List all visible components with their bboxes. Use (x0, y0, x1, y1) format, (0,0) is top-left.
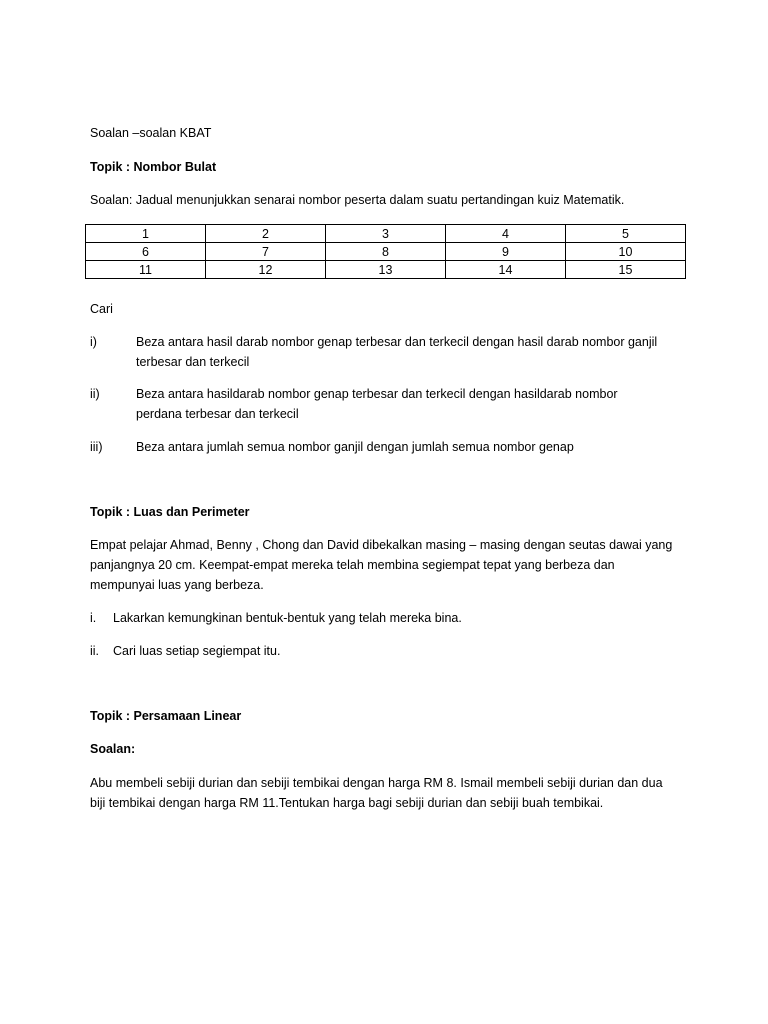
table-cell: 3 (326, 225, 446, 243)
item-text (136, 332, 696, 372)
question-intro: Soalan: Jadual menunjukkan senarai nombor peserta dalam suatu pertandingan kuiz Matematik. (90, 193, 625, 207)
item-number: iii) (90, 440, 103, 454)
item-text-line: Beza antara hasil darab nombor genap terbesar dan terkecil dengan hasil darab nombor ganjil (136, 335, 658, 349)
paragraph-luas (90, 535, 690, 595)
paragraph-line: mempunyai luas yang berbeza. (90, 578, 264, 592)
table-cell: 13 (326, 261, 446, 279)
paragraph-line: Empat pelajar Ahmad, Benny , Chong dan David dibekalkan masing – masing dengan seutas dawai yang (90, 538, 673, 552)
paragraph-line: Abu membeli sebiji durian dan sebiji tembikai dengan harga RM 8. Ismail membeli sebiji durian dan dua (90, 776, 663, 790)
table-cell: 7 (206, 243, 326, 261)
topic-luas-perimeter: Topik : Luas dan Perimeter (90, 505, 250, 519)
item-text-line: Beza antara jumlah semua nombor ganjil dengan jumlah semua nombor genap (136, 440, 574, 454)
table-row (86, 243, 686, 261)
item-text-line: perdana terbesar dan terkecil (136, 407, 299, 421)
item-text: Cari luas setiap segiempat itu. (113, 644, 281, 658)
table-cell: 15 (566, 261, 686, 279)
table-cell: 1 (86, 225, 206, 243)
item-text: Lakarkan kemungkinan bentuk-bentuk yang telah mereka bina. (113, 611, 462, 625)
paragraph-line: panjangnya 20 cm. Keempat-empat mereka telah membina segiempat tepat yang berbeza dan (90, 558, 615, 572)
table-cell: 10 (566, 243, 686, 261)
topic-nombor-bulat: Topik : Nombor Bulat (90, 160, 217, 174)
item-text-line: terbesar dan terkecil (136, 355, 250, 369)
table-cell: 2 (206, 225, 326, 243)
table-cell: 8 (326, 243, 446, 261)
list-item (90, 610, 462, 626)
soalan-label: Soalan: (90, 742, 136, 756)
topic-persamaan-linear: Topik : Persamaan Linear (90, 709, 242, 723)
item-text-line: Beza antara hasildarab nombor genap terbesar dan terkecil dengan hasildarab nombor (136, 387, 618, 401)
table-cell: 12 (206, 261, 326, 279)
table-cell: 14 (446, 261, 566, 279)
table-cell: 5 (566, 225, 686, 243)
table-cell: 4 (446, 225, 566, 243)
item-number: i. (90, 611, 97, 625)
table-row (86, 261, 686, 279)
participant-number-table (85, 224, 686, 279)
document-title: Soalan –soalan KBAT (90, 126, 212, 140)
paragraph-line: biji tembikai dengan harga RM 11.Tentukan harga bagi sebiji durian dan sebiji buah tembikai. (90, 796, 604, 810)
list-item (90, 643, 280, 659)
item-number: ii) (90, 387, 100, 401)
item-number: ii. (90, 644, 100, 658)
item-text (136, 437, 696, 457)
item-text (136, 384, 696, 424)
table-cell: 11 (86, 261, 206, 279)
table-row (86, 225, 686, 243)
item-number: i) (90, 335, 97, 349)
table-cell: 6 (86, 243, 206, 261)
table-cell: 9 (446, 243, 566, 261)
paragraph-linear (90, 773, 690, 813)
cari-label: Cari (90, 302, 113, 316)
